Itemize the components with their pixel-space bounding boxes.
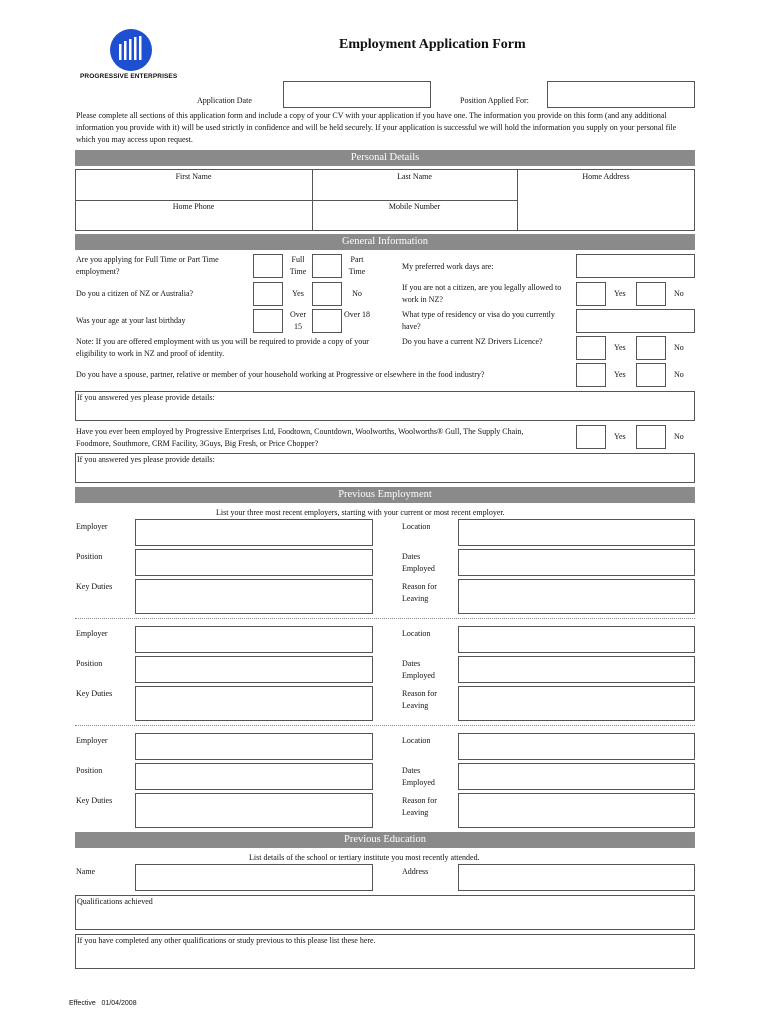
citizen-question: Do you a citizen of NZ or Australia? — [76, 289, 194, 298]
location-label: Location — [402, 522, 431, 531]
previous-employment-heading: Previous Employment — [75, 487, 695, 503]
position-field[interactable] — [135, 656, 373, 683]
previous-details-field[interactable] — [75, 453, 695, 483]
dates-label: Dates Employed — [402, 552, 435, 573]
qualifications-field[interactable] — [75, 895, 695, 930]
legal-yes-checkbox[interactable] — [576, 282, 606, 306]
company-name: PROGRESSIVE ENTERPRISES — [80, 73, 178, 80]
relative-no-checkbox[interactable] — [636, 363, 666, 387]
visa-question: What type of residency or visa do you currently have? — [402, 310, 555, 331]
first-name-field[interactable] — [76, 182, 311, 199]
home-address-label: Home Address — [582, 172, 630, 181]
reason-label: Reason for Leaving — [402, 796, 437, 817]
employer-separator — [75, 618, 695, 619]
legal-no-checkbox[interactable] — [636, 282, 666, 306]
legal-question: If you are not a citizen, are you legally allowed to work in NZ? — [402, 283, 562, 304]
mobile-label: Mobile Number — [388, 202, 441, 211]
part-time-checkbox[interactable] — [312, 254, 342, 278]
duties-label: Key Duties — [76, 796, 113, 805]
position-label: Position — [76, 766, 103, 775]
previous-no-checkbox[interactable] — [636, 425, 666, 449]
intro-text: Please complete all sections of this application form and include a copy of your CV with your application if you have one. The information you provide on this form (and any additional information you provide with it) will be used strictly in confidence and will be held securely. If your application is successful we will hold the information you supply on your personal file which you may access upon request. — [76, 111, 677, 144]
relative-yes-checkbox[interactable] — [576, 363, 606, 387]
legal-yes-label: Yes — [614, 289, 626, 298]
over-18-label: Over 18 — [344, 310, 370, 319]
full-time-checkbox[interactable] — [253, 254, 283, 278]
home-phone-label: Home Phone — [172, 202, 215, 211]
fulltime-question: Are you applying for Full Time or Part Time employment? — [76, 255, 219, 276]
position-applied-field[interactable] — [547, 81, 695, 108]
reason-field[interactable] — [458, 793, 695, 828]
eligibility-note: Note: If you are offered employment with us you will be required to provide a copy of your eligibility to work in NZ and proof of identity. — [76, 337, 369, 358]
school-address-field[interactable] — [458, 864, 695, 891]
full-time-label: Full Time — [289, 255, 307, 276]
mobile-field[interactable] — [313, 212, 516, 230]
position-label: Position — [76, 659, 103, 668]
duties-field[interactable] — [135, 686, 373, 721]
other-qualifications-label: If you have completed any other qualifications or study previous to this please list these here. — [77, 936, 376, 945]
reason-label: Reason for Leaving — [402, 689, 437, 710]
part-time-label: Part Time — [348, 255, 366, 276]
school-name-field[interactable] — [135, 864, 373, 891]
last-name-label: Last Name — [397, 172, 432, 181]
licence-no-label: No — [674, 343, 684, 352]
other-qualifications-field[interactable] — [75, 934, 695, 969]
previous-no-label: No — [674, 432, 684, 441]
previous-details-label: If you answered yes please provide details: — [77, 455, 215, 464]
education-instruction: List details of the school or tertiary institute you most recently attended. — [249, 853, 480, 862]
citizen-yes-label: Yes — [292, 289, 304, 298]
last-name-field[interactable] — [313, 182, 516, 199]
over-15-checkbox[interactable] — [253, 309, 283, 333]
licence-yes-label: Yes — [614, 343, 626, 352]
previous-yes-checkbox[interactable] — [576, 425, 606, 449]
legal-no-label: No — [674, 289, 684, 298]
relative-question: Do you have a spouse, partner, relative or member of your household working at Progressive or elsewhere in the food industry? — [76, 370, 485, 379]
application-date-field[interactable] — [283, 81, 431, 108]
location-field[interactable] — [458, 733, 695, 760]
duties-label: Key Duties — [76, 582, 113, 591]
employer-label: Employer — [76, 629, 108, 638]
location-field[interactable] — [458, 519, 695, 546]
relative-details-label: If you answered yes please provide details: — [77, 393, 215, 402]
dates-field[interactable] — [458, 763, 695, 790]
location-label: Location — [402, 736, 431, 745]
employer-label: Employer — [76, 736, 108, 745]
previous-employer-question: Have you ever been employed by Progressive Enterprises Ltd, Foodtown, Countdown, Woolworths, Woolworths® Gull, The Supply Chain, Foodmore, Southmore, CRM Facility, 3Guys, Big Fresh, or Price Chopper? — [76, 427, 524, 448]
location-field[interactable] — [458, 626, 695, 653]
reason-field[interactable] — [458, 686, 695, 721]
school-name-label: Name — [76, 867, 96, 876]
first-name-label: First Name — [175, 172, 212, 181]
reason-field[interactable] — [458, 579, 695, 614]
visa-field[interactable] — [576, 309, 695, 333]
school-address-label: Address — [402, 867, 429, 876]
dates-field[interactable] — [458, 549, 695, 576]
over-18-checkbox[interactable] — [312, 309, 342, 333]
home-phone-field[interactable] — [76, 212, 311, 230]
citizen-no-checkbox[interactable] — [312, 282, 342, 306]
position-field[interactable] — [135, 763, 373, 790]
effective-date: Effective 01/04/2008 — [69, 1000, 137, 1007]
age-question: Was your age at your last birthday — [76, 316, 186, 325]
application-date-label: Application Date — [197, 96, 252, 105]
general-information-heading: General Information — [75, 234, 695, 250]
licence-question: Do you have a current NZ Drivers Licence? — [402, 337, 543, 346]
citizen-yes-checkbox[interactable] — [253, 282, 283, 306]
workdays-field[interactable] — [576, 254, 695, 278]
dates-label: Dates Employed — [402, 659, 435, 680]
employer-field[interactable] — [135, 626, 373, 653]
employment-instruction: List your three most recent employers, starting with your current or most recent employer. — [216, 508, 505, 517]
position-label: Position — [76, 552, 103, 561]
dates-field[interactable] — [458, 656, 695, 683]
over-15-label: Over 15 — [290, 310, 306, 331]
qualifications-label: Qualifications achieved — [77, 897, 153, 906]
employer-field[interactable] — [135, 519, 373, 546]
position-field[interactable] — [135, 549, 373, 576]
employer-separator — [75, 725, 695, 726]
duties-field[interactable] — [135, 793, 373, 828]
home-address-field[interactable] — [518, 182, 694, 230]
employer-field[interactable] — [135, 733, 373, 760]
employer-label: Employer — [76, 522, 108, 531]
citizen-no-label: No — [352, 289, 362, 298]
relative-yes-label: Yes — [614, 370, 626, 379]
licence-no-checkbox[interactable] — [636, 336, 666, 360]
relative-no-label: No — [674, 370, 684, 379]
reason-label: Reason for Leaving — [402, 582, 437, 603]
previous-education-heading: Previous Education — [75, 832, 695, 848]
position-applied-label: Position Applied For: — [460, 96, 529, 105]
personal-details-heading: Personal Details — [75, 150, 695, 166]
relative-details-field[interactable] — [75, 391, 695, 421]
location-label: Location — [402, 629, 431, 638]
previous-yes-label: Yes — [614, 432, 626, 441]
workdays-question: My preferred work days are: — [402, 262, 494, 271]
logo-mark-icon — [104, 28, 158, 76]
company-logo — [104, 28, 158, 76]
duties-label: Key Duties — [76, 689, 113, 698]
duties-field[interactable] — [135, 579, 373, 614]
licence-yes-checkbox[interactable] — [576, 336, 606, 360]
dates-label: Dates Employed — [402, 766, 435, 787]
form-title: Employment Application Form — [339, 37, 526, 52]
